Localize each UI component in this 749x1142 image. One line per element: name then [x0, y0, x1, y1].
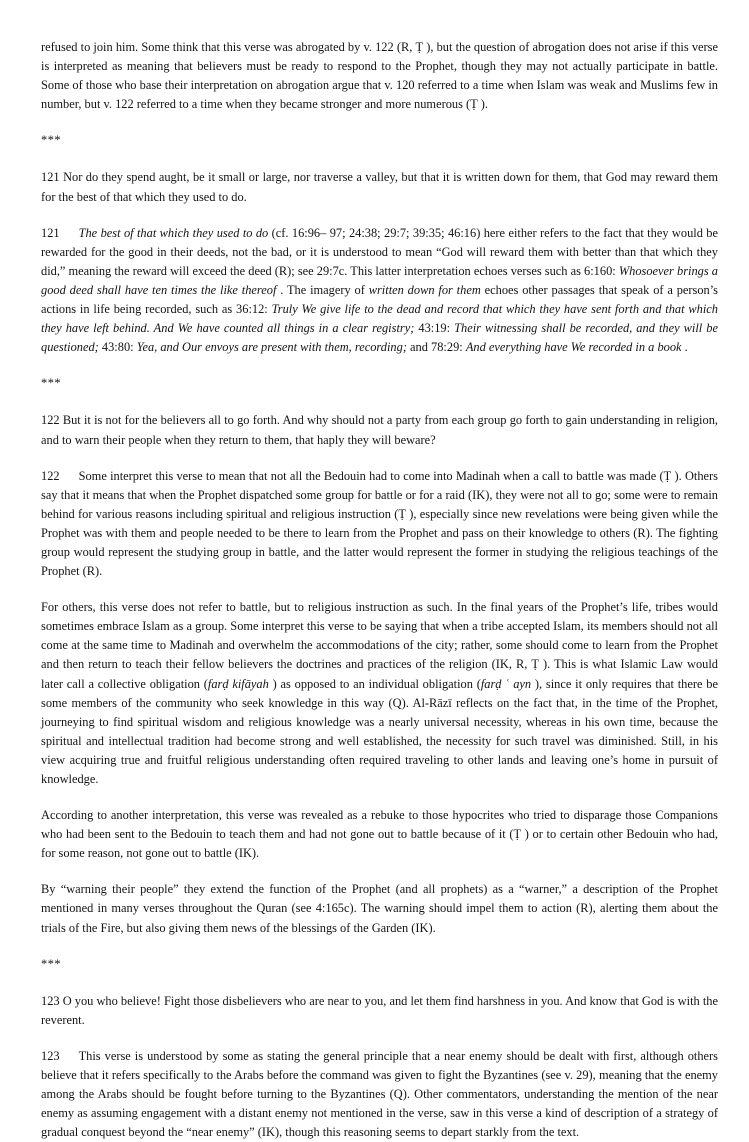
verse-number-123: 123 [41, 993, 60, 1008]
paragraph-abrogation-continued: refused to join him. Some think that this verse was abrogated by v. 122 (R, Ṭ ), but the question of abrogation does not arise if this verse is interpreted as meaning that believers must be ready to respond to the Prophet, though they may not actually participate in battle. Some of those who base their interpretation on abrogation argue that v. 120 referred to a time when Islam was weak and Muslims few in number, but v. 122 referred to a time when they became stronger and more numerous (Ṭ ). [41, 40, 718, 112]
commentary-paragraph-122-b: For others, this verse does not refer to battle, but to religious instruction as such. In the final years of the Prophet’s life, tribes would sometimes embrace Islam as a group. Some interpret this verse to be saying that when a tribe accepted Islam, its members should not all come at the same time to Madinah and overwhelm the accommodations of the city; rather, some should come to learn from the Prophet and then return to teach their fellow believers the doctrines and practices of the religion (IK, R, Ṭ ). This is what Islamic Law would later call a collective obligation (farḍ kifāyah ) as opposed to an individual obligation (farḍ ʿ ayn ), since it only requires that there be some members of the community who seek knowledge in this way (Q). Al-Rāzī reflects on the fact that, in the time of the Prophet, journeying to find spiritual wisdom and religious knowledge was a nearly universal necessity, whereas in his own time, because the spiritual and intellectual tradition had become strong and well established, the necessity for such travel was diminished. Still, in his view acquiring true and fruitful religious understanding often required traveling to other lands and leaving one’s home in pursuit of knowledge. [41, 600, 718, 786]
verse-number-121: 121 [41, 170, 60, 185]
quote-italic: And everything have We recorded in a book [465, 340, 682, 355]
commentary-text-122: 122 Some interpret this verse to mean that not all the Bedouin had to come into Madinah when a call to battle was made (Ṭ ). Others say that it means that when the Prophet dispatched some group for battle or for a raid (IK), they were not all to go; some were to remain behind for various reasons including spiritual and religious instruction (Ṭ ), especially since new revelations were being given while the Prophet was with them and people needed to be there to learn from the Prophet and pass on their knowledge to others (R). The fighting group would represent the studying group in battle, and the latter would represent the former in studying the religious teachings of the Prophet (R). [41, 468, 718, 579]
commentary-number-122: 122 [41, 468, 60, 483]
section-separator-1: *** [41, 133, 62, 148]
commentary-number-123: 123 [41, 1048, 60, 1063]
section-separator-2: *** [41, 376, 62, 391]
commentary-text-121: 121 The best of that which they used to do (cf. 16:96– 97; 24:38; 29:7; 39:35; 46:16) here either refers to the fact that they would be rewarded for the good in their deeds, not the bad, or it is understood to mean “God will reward them with better than that which they did,” meaning the reward will exceed the deed (R); see 29:7c. This latter interpretation echoes verses such as 6:160: Whosoever brings a good deed shall have ten times the like thereof . The imagery of written down for them echoes other passages that speak of a person’s actions in life being recorded, such as 36:12: Truly We give life to the dead and record that which they have sent forth and that which they have left behind. And We have counted all things in a clear registry; 43:19: Their witnessing shall be recorded, and they will be questioned; 43:80: Yea, and Our envoys are present with them, recording; and 78:29: And everything have We recorded in a book . [41, 225, 719, 355]
quote-italic: written down for them [368, 282, 481, 297]
verse-text-122: 122 But it is not for the believers all to go forth. And why should not a party from each group go forth to gain understanding in religion, and to warn their people when they return to them, that haply they will beware? [41, 413, 718, 447]
quote-italic: Truly We give life to the dead and record that which they have sent forth and that which they have left behind. And We have counted all things in a clear registry; [41, 302, 718, 336]
commentary-number-121: 121 [41, 225, 60, 240]
term-italic: farḍ ʿ ayn [480, 676, 532, 691]
quote-italic: Their witnessing shall be recorded, and they will be questioned; [41, 321, 718, 355]
commentary-paragraph-122-d: By “warning their people” they extend the function of the Prophet (and all prophets) as a “warner,” a description of the Prophet mentioned in many verses throughout the Quran (see 4:165c). The warning should impel them to action (R), alerting them about the trials of the Fire, but also giving them news of the blessings of the Garden (IK). [41, 882, 718, 935]
term-italic: farḍ kifāyah [207, 676, 269, 691]
commentary-paragraph-122-c: According to another interpretation, this verse was revealed as a rebuke to those hypocrites who tried to disparage those Companions who had been sent to the Bedouin to teach them and had not gone out to battle because of it (Ṭ ) or to certain other Bedouin who had, for some reason, not gone out to battle (IK). [41, 808, 718, 861]
quote-italic: The best of that which they used to do [78, 225, 269, 240]
quote-italic: Yea, and Our envoys are present with them, recording; [136, 340, 407, 355]
quote-italic: Whosoever brings a good deed shall have ten times the like thereof [41, 263, 718, 297]
section-separator-3: *** [41, 956, 62, 971]
verse-text-121: 121 Nor do they spend aught, be it small or large, nor traverse a valley, but that it is written down for them, that God may reward them for the best of that which they used to do. [41, 170, 718, 204]
verse-text-123: 123 O you who believe! Fight those disbelievers who are near to you, and let them find harshness in you. And know that God is with the reverent. [41, 993, 718, 1027]
verse-number-122: 122 [41, 413, 60, 428]
commentary-text-123: 123 This verse is understood by some as stating the general principle that a near enemy should be dealt with first, although others believe that it refers specifically to the Arabs before the command was given to fight the Byzantines (see v. 29), meaning that the enemy among the Arabs should be fought before turning to the Byzantines (Q). Other commentators, understanding the mention of the near enemy as assuming engagement with a distant enemy not mentioned in the verse, saw in this verse a kind of description of a strategy of gradual conquest beyond the “near enemy” (IK), though this reasoning seems to depart starkly from the text. [41, 1048, 718, 1140]
